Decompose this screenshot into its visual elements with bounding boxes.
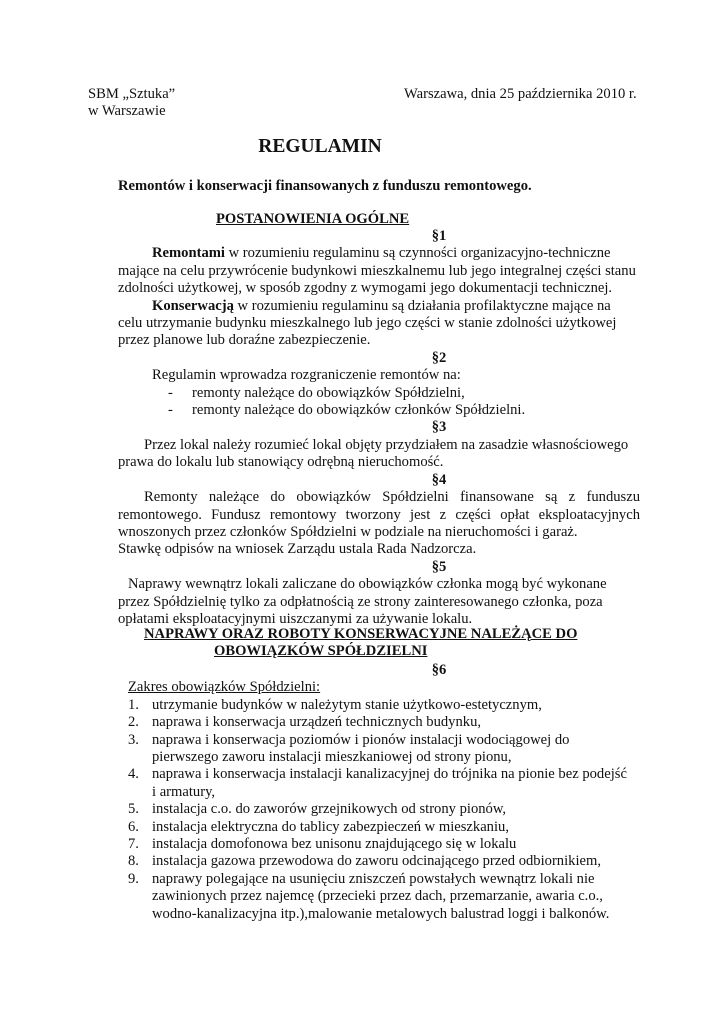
list-item	[118, 766, 648, 801]
organization-city: w Warszawie	[88, 103, 166, 120]
list-item-number: 4.	[128, 766, 139, 783]
list-item	[118, 836, 648, 853]
list-item-text: i armatury,	[152, 783, 216, 800]
p3-line1: Przez lokal należy rozumieć lokal objęty przydziałem na zasadzie własnościowego	[144, 436, 629, 453]
cooperative-duties-body	[118, 662, 648, 923]
list-item-text: wodno-kanalizacyjna itp.),malowanie metalowych balustrad loggi i balkonów.	[152, 905, 610, 922]
organization-name: SBM „Sztuka”	[88, 86, 176, 102]
list-item-number: 3.	[128, 731, 139, 748]
p1-line2: mające na celu przywrócenie budynkowi mieszkalnemu lub jego integralnej części stanu	[118, 262, 636, 279]
list-item	[118, 819, 648, 836]
list-item	[118, 732, 648, 767]
duties-scope-label: Zakres obowiązków Spółdzielni:	[128, 679, 321, 696]
section2-heading-line2: OBOWIĄZKÓW SPÓŁDZIELNI	[214, 643, 428, 660]
p2-item2: - remonty należące do obowiązków członków Spółdzielni.	[168, 402, 526, 419]
list-item-text: zawinionych przez najemcę (przecieki przez dach, przemarzanie, awaria c.o.,	[152, 888, 603, 905]
term-remonty: Remontami	[152, 245, 225, 262]
paragraph-mark-5: §5	[431, 558, 447, 575]
p4-line4: Stawkę odpisów na wniosek Zarządu ustala Rada Nadzorcza.	[118, 541, 477, 558]
list-item	[118, 697, 648, 714]
document-title: REGULAMIN	[258, 136, 382, 157]
term-konserwacja: Konserwacją	[152, 297, 234, 314]
list-item	[118, 853, 648, 870]
list-item	[118, 714, 648, 731]
list-item-number: 7.	[128, 836, 139, 853]
section-heading-general: POSTANOWIENIA OGÓLNE	[216, 211, 410, 227]
list-item-text: instalacja elektryczna do tablicy zabezpieczeń w mieszkaniu,	[152, 818, 509, 835]
paragraph-mark-3: §3	[431, 419, 447, 436]
list-item-text: naprawa i konserwacja urządzeń technicznych budynku,	[152, 714, 482, 731]
list-item-number: 5.	[128, 801, 139, 818]
place-date: Warszawa, dnia 25 października 2010 r.	[404, 86, 637, 102]
list-item-text: instalacja gazowa przewodowa do zaworu odcinającego przed odbiornikiem,	[152, 853, 601, 870]
section2-heading-line1: NAPRAWY ORAZ ROBOTY KONSERWACYJNE NALEŻĄCE DO	[144, 626, 578, 642]
p4-line2: remontowego. Fundusz remontowy tworzony jest z części opłat eksploatacyjnych	[118, 506, 640, 523]
paragraph-mark-4: §4	[431, 471, 447, 488]
document-subtitle: Remontów i konserwacji finansowanych z funduszu remontowego.	[118, 178, 532, 194]
list-item-number: 1.	[128, 696, 139, 713]
general-provisions-body	[118, 228, 640, 628]
p1-line4: Konserwacją w rozumieniu regulaminu są działania profilaktyczne mające na	[152, 297, 611, 314]
list-item-text: pierwszego zaworu instalacji mieszkaniowej od strony pionu,	[152, 749, 512, 766]
organization-block	[88, 86, 175, 121]
p1-line1: Remontami w rozumieniu regulaminu są czynności organizacyjno-techniczne	[152, 245, 611, 262]
p5-line3: opłatami eksploatacyjnymi uiszczanymi za używanie lokalu.	[118, 610, 473, 627]
list-item-number: 2.	[128, 714, 139, 731]
p5-line1: Naprawy wewnątrz lokali zaliczane do obowiązków członka mogą być wykonane	[128, 576, 607, 593]
duties-list	[118, 697, 648, 923]
p1-line3: zdolności użytkowej, w sposób zgodny z wymogami jego dokumentacji technicznej.	[118, 280, 613, 297]
list-item-text: naprawa i konserwacja instalacji kanalizacyjnej do trójnika na pionie bez podejść	[152, 766, 627, 783]
list-item-number: 6.	[128, 818, 139, 835]
p3-line2: prawa do lokalu lub stanowiący odrębną nieruchomość.	[118, 454, 444, 471]
p4-line3: wnoszonych przez członków Spółdzielni w podziale na nieruchomości i garaż.	[118, 523, 578, 540]
section-heading-cooperative-duties	[118, 626, 640, 661]
p1-line6: przez planowe lub doraźne zabezpieczenie.	[118, 332, 371, 349]
list-item-text: utrzymanie budynków w należytym stanie użytkowo-estetycznym,	[152, 696, 542, 713]
paragraph-mark-6: §6	[431, 662, 447, 678]
list-item	[118, 871, 648, 923]
list-item	[118, 801, 648, 818]
list-item-number: 9.	[128, 870, 139, 887]
paragraph-mark-2: §2	[431, 349, 447, 366]
paragraph-mark-1: §1	[431, 228, 447, 244]
p1-line5: celu utrzymanie budynku mieszkalnego lub jego części w stanie zdolności użytkowej	[118, 315, 617, 332]
p4-line1: Remonty należące do obowiązków Spółdzielni finansowane są z funduszu	[144, 489, 640, 506]
p5-line2: przez Spółdzielnię tylko za odpłatnością ze strony zainteresowanego członka, poza	[118, 593, 603, 610]
p2-intro: Regulamin wprowadza rozgraniczenie remontów na:	[152, 367, 461, 384]
p2-item1: - remonty należące do obowiązków Spółdzielni,	[168, 384, 465, 401]
list-item-text: naprawa i konserwacja poziomów i pionów instalacji wodociągowej do	[152, 731, 570, 748]
list-item-text: instalacja c.o. do zaworów grzejnikowych od strony pionów,	[152, 801, 507, 818]
list-item-text: instalacja domofonowa bez unisonu znajdującego się w lokalu	[152, 836, 517, 853]
list-item-text: naprawy polegające na usunięciu zniszczeń powstałych wewnątrz lokali nie	[152, 870, 595, 887]
list-item-number: 8.	[128, 853, 139, 870]
